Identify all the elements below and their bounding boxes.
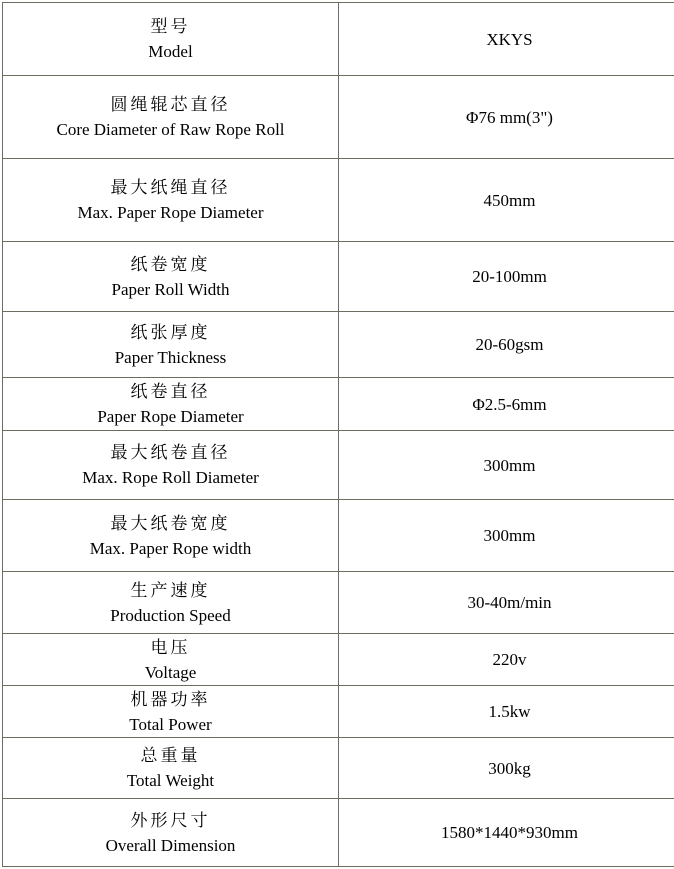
spec-label-cell [3,572,339,634]
spec-table [2,2,674,867]
spec-value: 450mm [483,190,536,210]
spec-value: 300mm [483,455,536,475]
spec-table-row [3,686,674,738]
spec-table-body [3,3,674,867]
spec-label-chinese: 型号 [150,17,191,36]
spec-table-row [3,799,674,867]
spec-label-english: Max. Paper Rope Diameter [77,203,264,222]
spec-label-english: Total Weight [126,771,215,790]
spec-label-cell [3,312,339,378]
spec-label-chinese: 纸张厚度 [130,322,211,342]
spec-label-cell [3,431,339,500]
spec-label-chinese: 生产速度 [130,580,211,600]
spec-label-cell [3,738,339,799]
spec-label-english: Paper Rope Diameter [97,407,244,426]
spec-label-cell [3,378,339,431]
spec-label-english: Paper Roll Width [111,279,230,299]
spec-value-cell [339,76,674,159]
spec-label-chinese: 电压 [150,637,191,657]
spec-value-cell [339,500,674,572]
spec-label-english: Core Diameter of Raw Rope Roll [56,120,285,139]
spec-label-cell [3,159,339,242]
spec-value: 220v [492,650,527,669]
spec-value-cell [339,431,674,500]
spec-value: 300mm [483,526,536,545]
spec-label-cell [3,686,339,738]
spec-label-cell [3,76,339,159]
spec-table-row [3,242,674,312]
spec-label-english: Production Speed [110,605,231,625]
spec-value-cell [339,738,674,799]
spec-value-cell [339,159,674,242]
spec-value: Φ76 mm(3") [466,107,553,127]
spec-value-cell [339,3,674,76]
spec-label-chinese: 最大纸卷直径 [110,443,231,462]
spec-table-row [3,3,674,76]
spec-value-cell [339,312,674,378]
spec-label-chinese: 机器功率 [130,689,211,709]
spec-label-chinese: 总重量 [140,746,201,765]
spec-value: 300kg [488,758,531,778]
spec-label-chinese: 纸卷直径 [130,382,211,401]
spec-table-row [3,431,674,500]
spec-value: XKYS [486,29,533,49]
spec-label-chinese: 外形尺寸 [130,810,211,830]
spec-table-row [3,378,674,431]
spec-label-english: Paper Thickness [114,347,227,367]
spec-label-cell [3,799,339,867]
spec-table-row [3,159,674,242]
spec-label-english: Total Power [129,714,212,734]
spec-value-cell [339,686,674,738]
spec-value: 30-40m/min [467,593,552,612]
spec-label-english: Max. Paper Rope width [89,538,252,558]
spec-label-cell [3,634,339,686]
spec-label-chinese: 最大纸绳直径 [110,178,231,197]
spec-label-cell [3,500,339,572]
spec-value-cell [339,242,674,312]
spec-value: 20-60gsm [475,335,544,354]
spec-label-chinese: 圆绳辊芯直径 [110,95,231,114]
document-page [0,2,674,869]
spec-value: 1580*1440*930mm [441,823,578,842]
spec-label-english: Max. Rope Roll Diameter [82,468,259,487]
spec-value-cell [339,572,674,634]
spec-label-chinese: 最大纸卷宽度 [110,513,231,533]
spec-label-cell [3,3,339,76]
spec-table-row [3,312,674,378]
spec-value: 20-100mm [472,267,547,286]
spec-label-english: Model [148,42,193,61]
spec-label-cell [3,242,339,312]
spec-value-cell [339,634,674,686]
spec-value: 1.5kw [488,702,531,721]
spec-table-row [3,738,674,799]
spec-table-row [3,634,674,686]
spec-label-english: Overall Dimension [105,835,236,855]
spec-value-cell [339,378,674,431]
spec-table-row [3,572,674,634]
spec-label-english: Voltage [144,662,197,682]
spec-table-row [3,76,674,159]
spec-value-cell [339,799,674,867]
spec-value: Φ2.5-6mm [472,394,547,414]
spec-label-chinese: 纸卷宽度 [130,254,211,274]
spec-table-row [3,500,674,572]
